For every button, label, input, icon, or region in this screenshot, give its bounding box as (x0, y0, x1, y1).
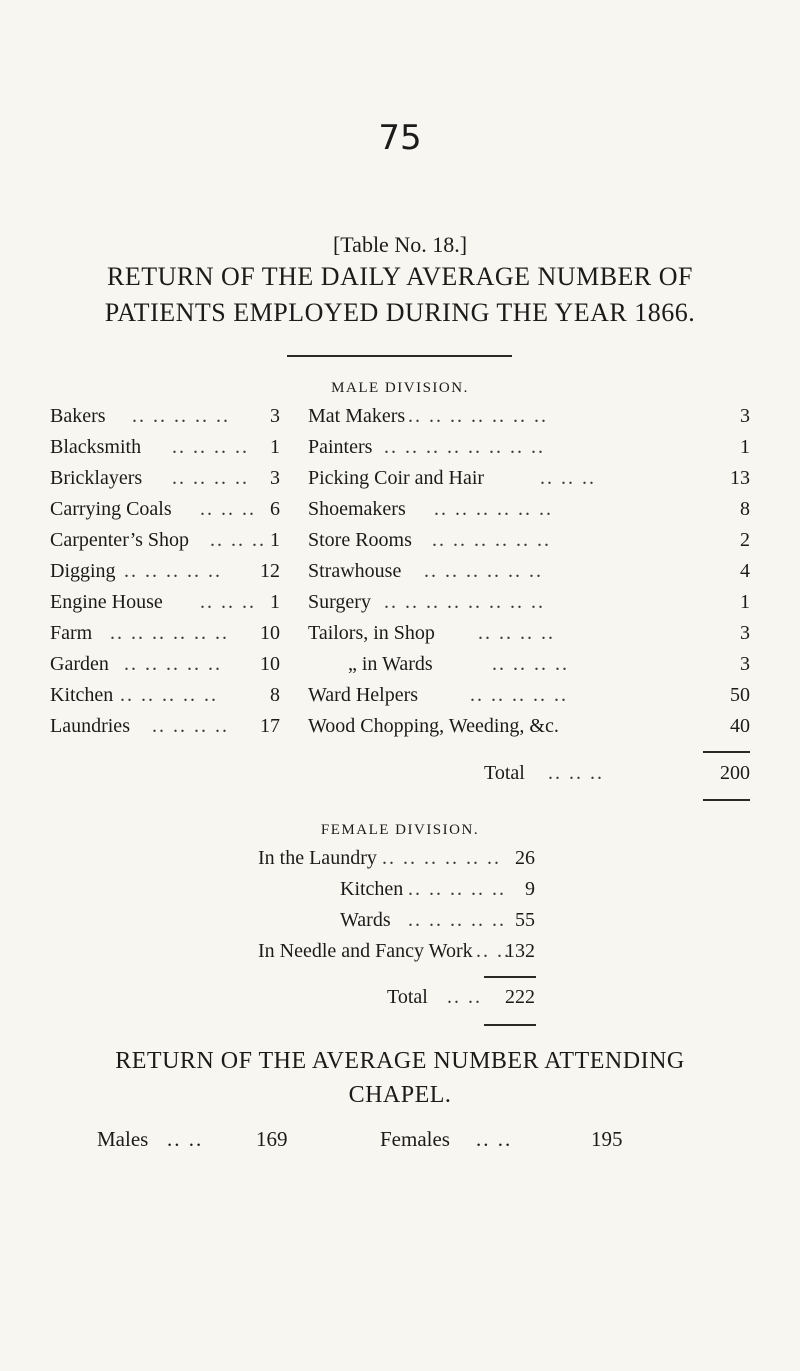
leader-dots: .. .. .. .. .. (124, 653, 222, 675)
row-label: Bricklayers (50, 467, 143, 489)
leader-dots: .. .. .. .. .. .. (382, 847, 501, 869)
leader-dots: .. .. (167, 1127, 204, 1151)
total-value: 200 (720, 762, 750, 784)
male-row (50, 467, 280, 497)
male-row (50, 715, 280, 745)
male-row (50, 560, 280, 590)
row-label: Kitchen (340, 878, 404, 900)
leader-dots: .. .. (476, 1127, 513, 1151)
row-label: Wood Chopping, Weeding, &c. (308, 715, 559, 737)
leader-dots: .. .. .. .. .. (124, 560, 222, 582)
row-label: In Needle and Fancy Work (258, 940, 473, 962)
leader-dots: .. .. .. .. .. (408, 909, 506, 931)
row-label: Ward Helpers (308, 684, 419, 706)
male-total-rule-bottom (703, 799, 750, 801)
leader-dots: .. .. .. .. (152, 715, 229, 737)
male-row (308, 560, 750, 590)
male-row (50, 653, 280, 683)
row-value: 3 (270, 467, 280, 489)
total-value: 222 (505, 986, 535, 1008)
male-row (50, 684, 280, 714)
male-row (308, 436, 750, 466)
row-label: Picking Coir and Hair (308, 467, 485, 489)
leader-dots: .. .. .. .. .. .. (434, 498, 553, 520)
row-value: 10 (260, 653, 280, 675)
row-value: 12 (260, 560, 280, 582)
male-row (50, 436, 280, 466)
female-total-rule (484, 976, 536, 978)
row-value: 1 (270, 529, 280, 551)
page-number: 75 (378, 118, 422, 158)
row-label: Strawhouse (308, 560, 402, 582)
leader-dots: .. .. .. .. .. .. (424, 560, 543, 582)
row-value: 3 (270, 405, 280, 427)
male-total-row (484, 762, 750, 792)
leader-dots: .. .. .. (540, 467, 596, 489)
male-row (50, 622, 280, 652)
females-label: Females (380, 1127, 450, 1151)
female-division-heading: FEMALE DIVISION. (320, 822, 480, 838)
females-value: 195 (591, 1127, 623, 1151)
leader-dots: .. .. .. .. .. .. .. (408, 405, 548, 427)
row-label: Wards (340, 909, 391, 931)
row-label: Carrying Coals (50, 498, 172, 520)
row-value: 132 (505, 940, 535, 962)
male-row (50, 591, 280, 621)
leader-dots: .. .. .. .. .. (470, 684, 568, 706)
male-row (308, 684, 750, 714)
row-label: Surgery (308, 591, 371, 613)
row-value: 40 (730, 715, 750, 737)
total-label: Total (484, 762, 525, 784)
row-label: Kitchen (50, 684, 114, 706)
row-value: 10 (260, 622, 280, 644)
leader-dots: .. .. .. (548, 762, 604, 784)
row-label: Painters (308, 436, 373, 458)
row-value: 1 (740, 591, 750, 613)
row-value: 4 (740, 560, 750, 582)
row-value: 9 (525, 878, 535, 900)
row-label: Digging (50, 560, 116, 582)
leader-dots: .. .. .. .. (172, 436, 249, 458)
leader-dots: .. .. (476, 940, 511, 962)
male-row (50, 405, 280, 435)
row-value: 2 (740, 529, 750, 551)
males-value: 169 (256, 1127, 288, 1151)
row-value: 55 (515, 909, 535, 931)
row-label: Bakers (50, 405, 106, 427)
title-line-1: RETURN OF THE DAILY AVERAGE NUMBER OF (106, 262, 693, 291)
female-row (258, 940, 535, 970)
leader-dots: .. .. .. .. (172, 467, 249, 489)
leader-dots: .. .. .. (200, 498, 256, 520)
male-row (308, 653, 750, 683)
male-row (308, 715, 750, 745)
leader-dots: .. .. .. .. .. .. .. .. (384, 591, 545, 613)
row-label: Engine House (50, 591, 163, 613)
row-value: 1 (270, 436, 280, 458)
male-row (50, 498, 280, 528)
leader-dots: .. .. .. .. .. (408, 878, 506, 900)
row-value: 1 (740, 436, 750, 458)
chapel-title-line-1: RETURN OF THE AVERAGE NUMBER ATTENDING (115, 1048, 685, 1074)
male-division-heading: MALE DIVISION. (331, 380, 469, 396)
table-label: [Table No. 18.] (332, 232, 468, 257)
row-value: 26 (515, 847, 535, 869)
title-rule (287, 355, 512, 357)
leader-dots: .. .. .. (200, 591, 256, 613)
row-label: Laundries (50, 715, 130, 737)
male-row (308, 405, 750, 435)
row-label: Farm (50, 622, 93, 644)
row-value: 3 (740, 622, 750, 644)
female-total-row (387, 986, 535, 1016)
row-label: Tailors, in Shop (308, 622, 435, 644)
row-value: 17 (260, 715, 280, 737)
row-value: 3 (740, 653, 750, 675)
row-label: Shoemakers (308, 498, 406, 520)
female-row (258, 878, 535, 908)
title-line-2: PATIENTS EMPLOYED DURING THE YEAR 1866. (104, 298, 696, 327)
row-label: Store Rooms (308, 529, 412, 551)
leader-dots: .. .. .. .. (492, 653, 569, 675)
leader-dots: .. .. .. .. .. .. .. .. (384, 436, 545, 458)
row-label: Carpenter’s Shop (50, 529, 190, 551)
leader-dots: .. .. .. .. .. .. (110, 622, 229, 644)
leader-dots: .. .. .. .. (478, 622, 555, 644)
male-total-rule (703, 751, 750, 753)
row-label: Garden (50, 653, 109, 675)
row-label: Blacksmith (50, 436, 142, 458)
row-label: Mat Makers (308, 405, 406, 427)
leader-dots: .. .. .. (210, 529, 266, 551)
row-value: 6 (270, 498, 280, 520)
leader-dots: .. .. .. .. .. (132, 405, 230, 427)
chapel-title-line-2: CHAPEL. (348, 1082, 452, 1108)
row-label: In the Laundry (258, 847, 377, 869)
leader-dots: .. .. .. .. .. (120, 684, 218, 706)
female-row (258, 847, 535, 877)
male-row (308, 529, 750, 559)
row-label: „ in Wards (348, 653, 433, 675)
row-value: 3 (740, 405, 750, 427)
total-label: Total (387, 986, 428, 1008)
leader-dots: .. .. (447, 986, 482, 1008)
row-value: 8 (270, 684, 280, 706)
female-total-rule-bottom (484, 1024, 536, 1026)
row-value: 13 (730, 467, 750, 489)
males-label: Males (97, 1127, 149, 1151)
male-row (308, 622, 750, 652)
female-row (258, 909, 535, 939)
row-value: 1 (270, 591, 280, 613)
row-value: 8 (740, 498, 750, 520)
male-row (308, 591, 750, 621)
male-row (50, 529, 280, 559)
row-value: 50 (730, 684, 750, 706)
leader-dots: .. .. .. .. .. .. (432, 529, 551, 551)
male-row (308, 467, 750, 497)
male-row (308, 498, 750, 528)
